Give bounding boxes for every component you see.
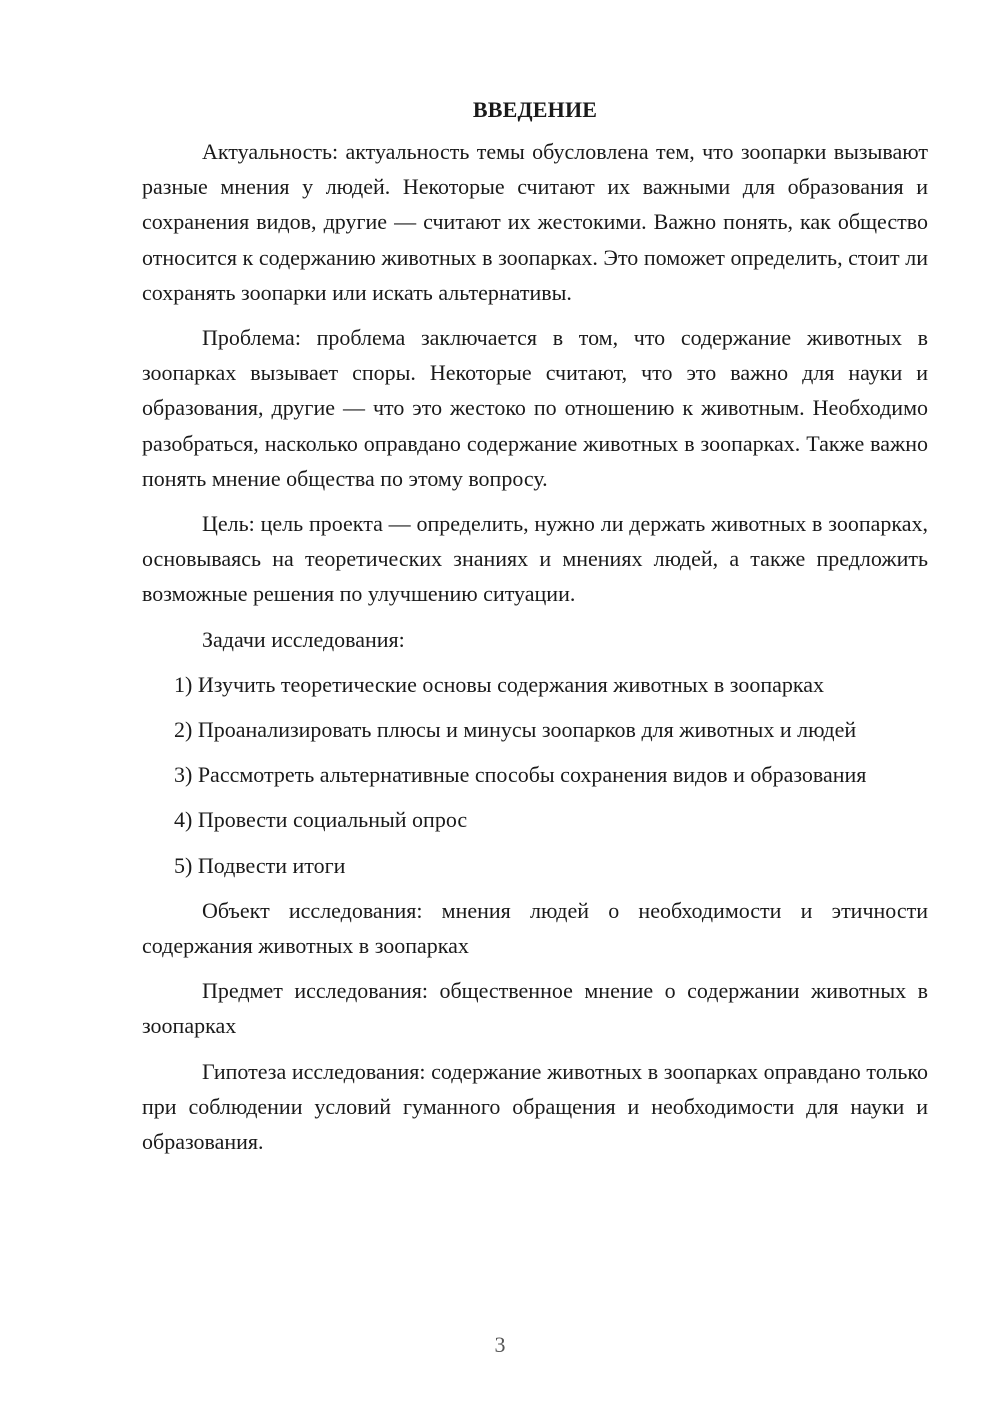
paragraph-subject: Предмет исследования: общественное мнение о содержании животных в зоопарках [142,978,928,1039]
task-item-3: 3) Рассмотреть альтернативные способы сохранения видов и образования [174,762,867,788]
paragraph-problem: Проблема: проблема заключается в том, что содержание животных в зоопарках вызывает споры. Некоторые считают, что это важно для науки и образования, другие — что это жестоко по отношению к животным. Необходимо разобраться, насколько оправдано содержание животных в зоопарках. Также важно понять мнение общества по этому вопросу. [142,325,928,491]
page-number: 3 [494,1332,506,1357]
paragraph-tasks-title: Задачи исследования: [202,626,405,652]
task-item-5: 5) Подвести итоги [174,852,346,878]
task-item-1: 1) Изучить теоретические основы содержания животных в зоопарках [174,671,824,697]
paragraph-relevance: Актуальность: актуальность темы обусловлена тем, что зоопарки вызывают разные мнения у людей. Некоторые считают их важными для образования и сохранения видов, другие — считают их жестокими. Важно понять, как общество относится к содержанию животных в зоопарках. Это поможет определить, стоит ли сохранять зоопарки или искать альтернативы. [142,139,928,305]
document-page [142,92,928,1159]
section-heading: ВВЕДЕНИЕ [472,97,598,122]
paragraph-hypothesis: Гипотеза исследования: содержание животных в зоопарках оправдано только при соблюдении условий гуманного обращения и необходимости для науки и образования. [142,1058,928,1155]
task-item-4: 4) Провести социальный опрос [174,807,468,833]
paragraph-goal: Цель: цель проекта — определить, нужно ли держать животных в зоопарках, основываясь на теоретических знаниях и мнениях людей, а также предложить возможные решения по улучшению ситуации. [142,511,928,607]
paragraph-object: Объект исследования: мнения людей о необходимости и этичности содержания животных в зоопарках [142,897,928,959]
task-item-2: 2) Проанализировать плюсы и минусы зоопарков для животных и людей [174,717,857,743]
